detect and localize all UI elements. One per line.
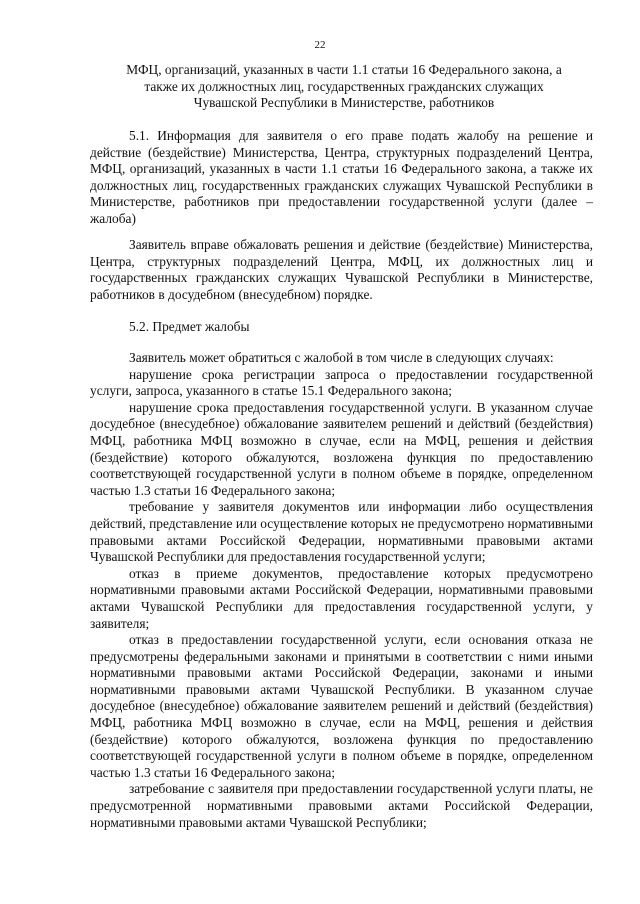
- case-item-5: отказ в предоставлении государственной услуги, если основания отказа не предусмотрены федеральными законами и принятыми в соответствии с ними иными нормативными правовыми актами Российской Федерации, законами и иными нормативными правовыми актами Чувашской Республики. В указанном случае досудебное (внесудебное) обжалование заявителем решений и действий (бездействия) МФЦ, работника МФЦ возможно в случае, если на МФЦ, решения и действия (бездействие) которого обжалуются, возложена функция по предоставлению соответствующей государственной услуги в полном объеме в порядке, определенном частью 1.3 статьи 16 Федерального закона;: [90, 632, 593, 780]
- heading-line-3: Чувашской Республики в Министерстве, работников: [193, 95, 495, 111]
- paragraph-5-2-heading: 5.2. Предмет жалобы: [129, 319, 250, 334]
- complaint-cases-block: [90, 350, 593, 831]
- paragraph-block-5-2: [90, 319, 593, 336]
- heading-line-1: МФЦ, организаций, указанных в части 1.1 статьи 16 Федерального закона, а: [126, 62, 562, 77]
- paragraph-5-1: 5.1. Информация для заявителя о его праве подать жалобу на решение и действие (бездействие) Министерства, Центра, структурных подразделений Центра, МФЦ, организаций, указанных в части 1.1 статьи 16 Федерального закона, а также их должностных лиц, государственных гражданских служащих Чувашской Республики в Министерстве, работников при предоставлении государственной услуги (далее – жалоба): [90, 128, 593, 226]
- heading-line-2: также их должностных лиц, государственных гражданских служащих: [144, 78, 544, 94]
- cases-intro: Заявитель может обратиться с жалобой в том числе в следующих случаях:: [129, 350, 554, 365]
- case-item-1: нарушение срока регистрации запроса о предоставлении государственной услуги, запроса, указанного в статье 15.1 Федерального закона;: [90, 366, 593, 399]
- paragraph-right-to-appeal: Заявитель вправе обжаловать решения и действие (бездействие) Министерства, Центра, структурных подразделений Центра, МФЦ, их должностных лиц и государственных гражданских служащих Чувашской Республики в Министерстве, работников в досудебном (внесудебном) порядке.: [90, 237, 593, 302]
- section-heading: [96, 62, 592, 112]
- case-item-4: отказ в приеме документов, предоставление которых предусмотрено нормативными правовыми актами Российской Федерации, нормативными правовыми актами Чувашской Республики для предоставления государственной услуги, у заявителя;: [90, 565, 593, 631]
- case-item-3: требование у заявителя документов или информации либо осуществления действий, представление или осуществление которых не предусмотрено нормативными правовыми актами Российской Федерации, нормативными правовыми актами Чувашской Республики для предоставления государственной услуги;: [90, 499, 593, 565]
- paragraph-block-right: [90, 237, 593, 303]
- page-number: 22: [314, 39, 326, 51]
- paragraph-block-5-1: [90, 128, 593, 228]
- case-item-2: нарушение срока предоставления государственной услуги. В указанном случае досудебное (внесудебное) обжалование заявителем решений и действий (бездействия) МФЦ, работника МФЦ возможно в случае, если на МФЦ, решения и действия (бездействие) которого обжалуются, возложена функция по предоставлению соответствующей государственной услуги в полном объеме в порядке, определенном частью 1.3 статьи 16 Федерального закона;: [90, 399, 593, 498]
- case-item-6: затребование с заявителя при предоставлении государственной услуги платы, не предусмотренной нормативными правовыми актами Российской Федерации, нормативными правовыми актами Чувашской Республики;: [90, 781, 593, 830]
